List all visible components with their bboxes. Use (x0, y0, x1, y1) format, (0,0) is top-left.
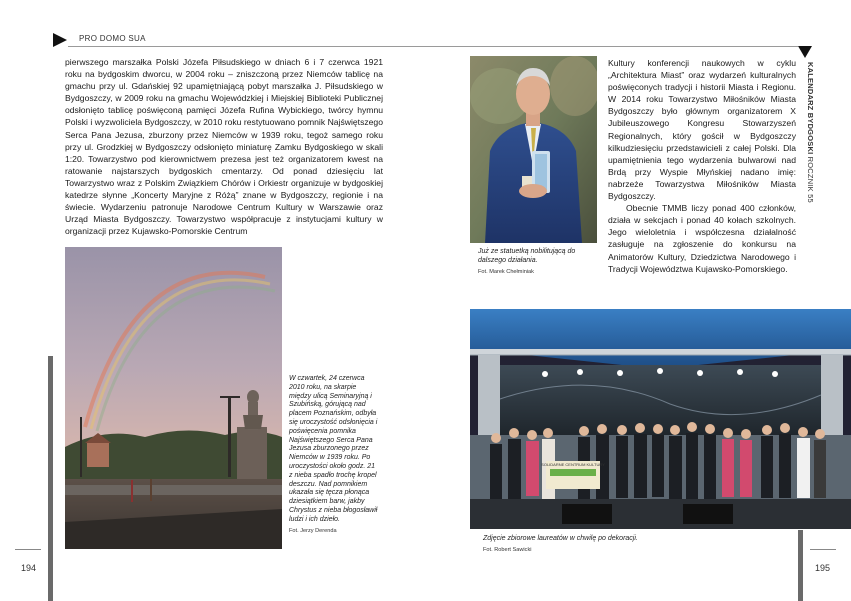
right-paragraph-1: Kultury konferencji naukowych w cyklu „Architektura Miast” oraz wydarzeń kulturalnych poświęconych tradycji i historii Miasta i Regionu. W 2014 roku Towarzystwo Miłośników Miasta Bydgoszczy było głównym organizatorem X Jubileuszowego Kongresu Stowarzyszeń Regionalnych, który gościł w Bydgoszczy kilkudziesięciu przedstawicieli z całej Polski. Dla upamiętnienia tego wydarzenia bulwarowi nad Brdą przy Wyspie Młyńskiej nadano imię: nabrzeże Towarzystwa Miłośników Miasta Bydgoszczy. (608, 58, 796, 202)
header-triangle-icon (53, 33, 67, 47)
side-triangle-icon (798, 46, 812, 58)
page-number-right: 195 (815, 563, 831, 573)
portrait-credit: Fot. Marek Chełminiak (478, 268, 534, 275)
side-running-head (806, 62, 815, 203)
page-number-rule-right (810, 549, 836, 550)
header-rule (68, 46, 798, 47)
side-title-rest: ROCZNIK 55 (806, 154, 815, 203)
right-paragraph-2: Obecnie TMMB liczy ponad 400 członków, działa w sekcjach i ponad 40 kołach szkolnych. Jego wieloletnia i współczesna działalność zasługuje na zgłoszenie do konkursu na Animatorów Kultury, Dziedzictwa Narodowego i Tradycji Województwa Kujawsko-Pomorskiego. (608, 203, 796, 274)
right-column-text (608, 57, 796, 275)
rainbow-monument-photo (65, 247, 282, 549)
stage-credit: Fot. Robert Sawicki (483, 546, 532, 553)
banner-text: SOLIDARNE CENTRUM KULTURY (541, 462, 605, 467)
running-head: PRO DOMO SUA (79, 34, 146, 43)
award-ceremony-photo (470, 309, 851, 529)
portrait-caption-text: Już ze statuetką nobilitującą do dalszego działania. (478, 248, 576, 264)
stage-caption-text: Zdjęcie zbiorowe laureatów w chwilę po dekoracji. (483, 535, 638, 542)
rainbow-caption-text: W czwartek, 24 czerwca 2010 roku, na skarpie między ulicą Seminaryjną i Szubińską, górującą nad placem Poznańskim, odbyła się uroczystość odsłonięcia i poświęcenia pomnika Najświętszego Serca Pana Jezusa zburzonego przez Niemców w 1939 roku. Po uroczystości około godz. 21 z nieba spadło trochę kropel deszczu. Nad pomnikiem ukazała się tęcza płonąca dziesiątkiem barw, jakby Chrystus z nieba błogosławił ludzi i ich dzieło. (289, 375, 378, 523)
left-column-text: pierwszego marszałka Polski Józefa Piłsudskiego w dniach 6 i 7 czerwca 1921 roku na bydgoskim dworcu, w 2004 roku – zniszczoną przez Niemców tablicę na gmachu przy ul. Gdańskiej 92 upamiętniającą pobyt marszałka J. Piłsudskiego w Bydgoszczy, w 2009 roku na gmachu Wojewódzkiej i Miejskiej Biblioteki Publicznej odsłonięto tablicę poświęconą pamięci Józefa Rufina Wybickiego, twórcy hymnu Polski i wyzwoliciela Bydgoszczy, w 2010 roku restytuowano pomnik Najświętszego Serca Pana Jezusa, zburzony przez Niemców w 1939 roku, tegoż samego roku przy ul. Grodzkiej w Bydgoszczy odsłonięto miniaturę Zamku Bydgoskiego w skali 1:20. Towarzystwo pod kierownictwem prezesa jest też organizatorem kwest na ratowanie najstarszych bydgoskich cmentarzy. Od ponad dziesięciu lat Towarzystwo wraz z Polskim Związkiem Chórów i Orkiestr organizuje w bydgoskiej katedrze słynne „Koncerty Maryjne z Różą” znane w Bydgoszczy, regionie i na świecie. Wydarzeniu patronuje Narodowe Centrum Kultury w Warszawie oraz Urząd Miasta Bydgoszczy. Towarzystwo współpracuje z instytucjami kultury w organizacji przez Kujawsko-Pomorskie Centrum (65, 57, 383, 237)
page-number-left: 194 (21, 563, 37, 573)
right-margin-bar (798, 530, 803, 601)
stage-caption (483, 535, 783, 555)
left-margin-bar (48, 356, 53, 601)
page-number-rule-left (15, 549, 41, 550)
portrait-photo (470, 56, 597, 243)
side-title-bold: KALENDARZ BYDGOSKI (806, 62, 815, 155)
rainbow-credit: Fot. Jerzy Derenda (289, 527, 337, 534)
portrait-caption (478, 248, 598, 276)
rainbow-caption (289, 375, 379, 535)
